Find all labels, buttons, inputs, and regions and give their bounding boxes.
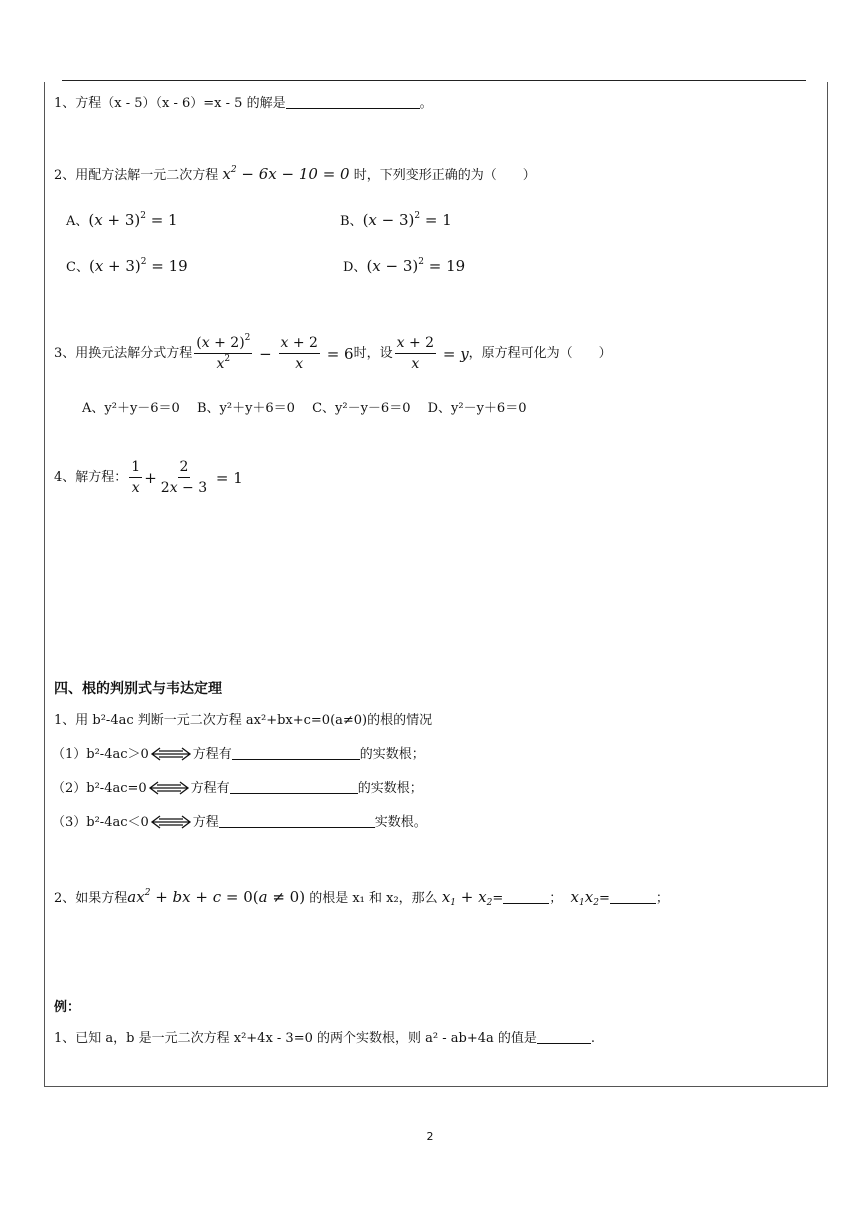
option-expression: $(x + 3)^2 = 19$ — [88, 257, 188, 275]
case-2: （2）b²-4ac=0 方程有 的实数根； — [52, 781, 423, 796]
example-question-1: 1、已知 a，b 是一元二次方程 x²+4x - 3=0 的两个实数根，则 a² - ab+4a 的值是 . — [54, 1031, 596, 1046]
example-label: 例： — [54, 1000, 81, 1015]
header-rule — [62, 80, 806, 81]
question-1: 1、方程（x - 5）（x - 6）=x - 5 的解是 。 — [54, 96, 433, 111]
double-arrow-icon — [150, 814, 192, 830]
equation: $x^2 - 6x - 10 = 0$ — [222, 165, 350, 183]
question-3: 3、用换元法解分式方程 $\frac{(x + 2)^2}{x^2}$ − $\frac{x + 2}{x}$ = 6 时，设 $\frac{x + 2}{x}$ = y ，原方程可化为（ ） — [54, 333, 612, 372]
content-frame — [44, 82, 828, 1087]
section-item-2: 2、如果方程$ax^2$ + bx + c = 0(a ≠ 0) 的根是 x₁ 和 x₂，那么 $x_1 + x_2=$ ； $x_1x_2=$ ； — [54, 888, 669, 908]
answer-blank — [503, 890, 549, 904]
option-expression: $(x - 3)^2 = 19$ — [366, 257, 466, 275]
answer-blank — [219, 814, 375, 828]
option-d: D、$(x - 3)^2 = 19$ — [343, 257, 466, 275]
answer-blank — [230, 780, 358, 794]
option-a: A、$(x + 3)^2 = 1$ — [66, 211, 178, 229]
section-item-1: 1、用 b²-4ac 判断一元二次方程 ax²+bx+c=0(a≠0)的根的情况 — [54, 713, 433, 728]
expression: $x_1x_2$ — [570, 888, 599, 908]
option-expression: $(x + 3)^2 = 1$ — [88, 211, 178, 229]
double-arrow-icon — [148, 780, 190, 796]
section-heading: 四、根的判别式与韦达定理 — [54, 681, 222, 697]
case-3: （3）b²-4ac＜0 方程 实数根。 — [52, 815, 427, 830]
option-expression: $(x - 3)^2 = 1$ — [362, 211, 452, 229]
expression: $x_1 + x_2$ — [441, 888, 493, 908]
fraction: $\frac{(x + 2)^2}{x^2}$ — [196, 333, 251, 372]
fraction: $\frac{x + 2}{x}$ — [280, 335, 318, 372]
option-c: C、$(x + 3)^2 = 19$ — [66, 257, 188, 275]
case-1: （1）b²-4ac＞0 方程有 的实数根； — [52, 747, 425, 762]
page-number: 2 — [426, 1130, 434, 1143]
fraction: $\frac{2}{2x - 3}$ — [160, 459, 208, 496]
answer-blank — [232, 746, 360, 760]
answer-blank — [610, 890, 656, 904]
answer-blank — [286, 95, 420, 109]
answer-blank — [537, 1030, 591, 1044]
question-3-options: A、y²＋y－6＝0 B、y²＋y＋6＝0 C、y²－y－6＝0 D、y²－y＋6＝0 — [82, 401, 527, 416]
fraction: $\frac{x + 2}{x}$ — [396, 335, 435, 372]
fraction: $\frac{1}{x}$ — [131, 459, 141, 496]
equation: $ax^2$ + bx + c = — [127, 888, 244, 906]
option-b: B、$(x - 3)^2 = 1$ — [340, 211, 452, 229]
question-2: 2、用配方法解一元二次方程 $x^2 - 6x - 10 = 0$ 时，下列变形正确的为（ ） — [54, 165, 536, 183]
double-arrow-icon — [150, 746, 192, 762]
question-4: 4、解方程： $\frac{1}{x}$ + $\frac{2}{2x - 3}$ = 1 — [54, 459, 243, 496]
